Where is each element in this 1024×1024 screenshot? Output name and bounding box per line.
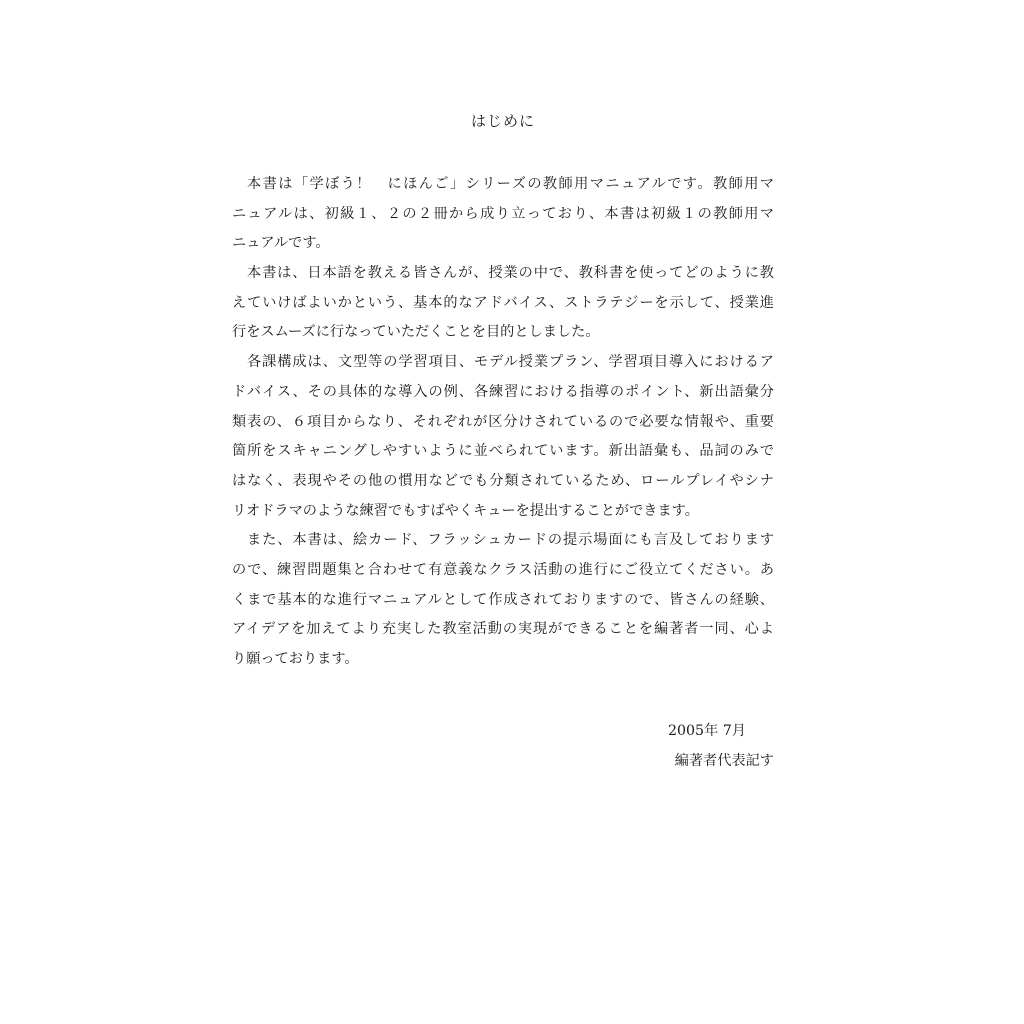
document-page	[232, 0, 774, 1024]
paragraph-line: リオドラマのような練習でもすばやくキューを提出することができます。	[232, 502, 699, 519]
paragraph-line: ニュアルです。	[232, 235, 330, 252]
signature-date: 2005年 7月	[667, 723, 746, 739]
document-body	[232, 170, 774, 675]
paragraph-line: ので、練習問題集と合わせて有意義なクラス活動の進行にご役立てください。あ	[232, 561, 774, 578]
paragraph-line: り願っております。	[232, 651, 359, 667]
paragraph-line: ニュアルは、初級１、２の２冊から成り立っており、本書は初級１の教師用マ	[232, 205, 774, 222]
signature-author: 編著者代表記す	[674, 753, 774, 769]
paragraph-line: 類表の、６項目からなり、それぞれが区分けされているので必要な情報や、重要	[232, 413, 774, 430]
paragraph-line: 本書は、日本語を教える皆さんが、授業の中で、教科書を使ってどのように教	[247, 265, 774, 282]
paragraph-3	[232, 348, 774, 526]
paragraph-line: えていけばよいかという、基本的なアドバイス、ストラテジーを示して、授業進	[232, 294, 774, 311]
paragraph-line: 各課構成は、文型等の学習項目、モデル授業プラン、学習項目導入におけるア	[247, 354, 774, 371]
paragraph-line: 箇所をスキャニングしやすいように並べられています。新出語彙も、品詞のみで	[232, 443, 774, 460]
document-title: はじめに	[470, 112, 535, 130]
paragraph-line: また、本書は、絵カード、フラッシュカードの提示場面にも言及しております	[247, 532, 774, 549]
paragraph-line: アイデアを加えてより充実した教室活動の実現ができることを編著者一同、心よ	[232, 621, 774, 638]
paragraph-line: くまで基本的な進行マニュアルとして作成されておりますので、皆さんの経験、	[232, 591, 774, 608]
paragraph-line: はなく、表現やその他の慣用などでも分類されているため、ロールプレイやシナ	[232, 472, 774, 489]
paragraph-line: 本書は「学ぼう！ にほんご」シリーズの教師用マニュアルです。教師用マ	[247, 176, 774, 192]
paragraph-line: 行をスムーズに行なっていただくことを目的としました。	[232, 324, 600, 341]
paragraph-4	[232, 526, 774, 674]
paragraph-line: ドバイス、その具体的な導入の例、各練習における指導のポイント、新出語彙分	[232, 383, 774, 400]
paragraph-1	[232, 170, 774, 259]
paragraph-2	[232, 259, 774, 348]
